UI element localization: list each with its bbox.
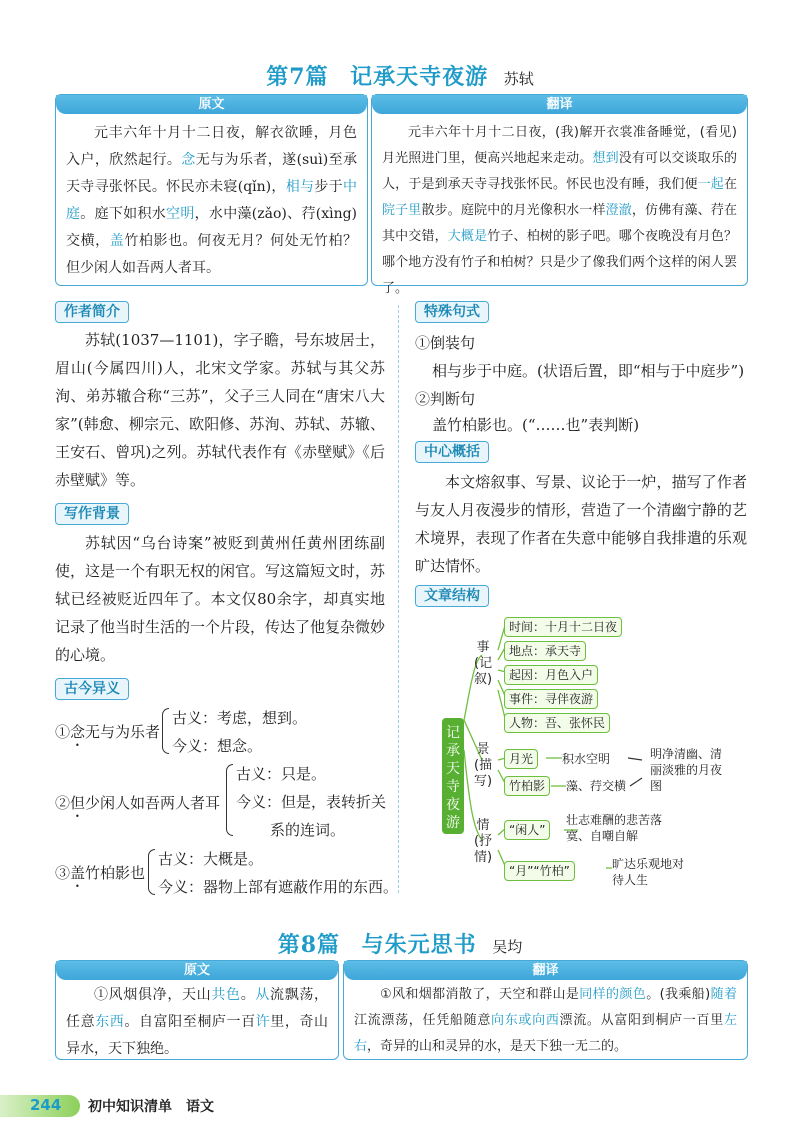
diagram-category-emotion: 情(抒情): [474, 818, 493, 865]
original-header: 原文: [56, 95, 367, 114]
section-8-number: 第8篇: [277, 932, 341, 958]
gujin-3-modern: 今义：器物上部有遮蔽作用的东西。: [158, 878, 399, 896]
page-footer: [0, 1095, 260, 1119]
section-7-author: 苏轼: [503, 70, 534, 88]
column-divider: [398, 305, 399, 893]
book-title: 初中知识清单 语文: [88, 1099, 214, 1115]
diagram-scene-result: 明净清幽、清丽淡雅的月夜图: [650, 747, 723, 793]
tag-article-structure: 文章结构: [415, 585, 489, 607]
special-sentence-1: ①倒装句: [415, 334, 476, 352]
diagram-category-scene: 景(描写): [474, 742, 493, 789]
gujin-item-3: ③盖竹柏影也: [55, 864, 146, 882]
tag-author-intro: 作者简介: [55, 301, 129, 323]
gujin-3-ancient: 古义：大概是。: [158, 850, 264, 868]
brace-1: [162, 708, 169, 754]
writing-background-text: 苏轼因“乌台诗案”被贬到黄州任黄州团练副使，这是一个有职无权的闲官。写这篇短文时，苏轼已经被贬近四年了。本文仅80余字，却真实地记录了他当时生活的一个片段，传达了他复杂微妙的心境。: [55, 534, 386, 664]
diagram-root: 记承天寺夜游: [442, 718, 464, 834]
section-8-author: 吴均: [492, 938, 523, 956]
section-8-heading: 与朱元思书: [361, 932, 477, 958]
author-intro-text: 苏轼(1037—1101)，字子瞻，号东坡居士，眉山(今属四川)人，北宋文学家。苏轼与其父苏洵、弟苏辙合称“三苏”，父子三人同在“唐宋八大家”(韩愈、柳宗元、欧阳修、苏洵、苏轼、苏辙、王安石、曾巩)之列。苏轼代表作有《赤壁赋》《后赤壁赋》等。: [55, 331, 385, 489]
diagram-event-cause: 起因：月色入户: [504, 665, 598, 685]
tag-ancient-modern-meaning: 古今异义: [55, 678, 129, 700]
section-8-title: [0, 928, 800, 959]
brace-3: [148, 849, 155, 895]
diagram-event-time: 时间：十月十二日夜: [504, 617, 622, 637]
diagram-emotion-moon-bamboo-desc: 旷达乐观地对待人生: [612, 857, 685, 887]
diagram-scene-bamboo-desc: 藻、荇交横: [566, 779, 627, 793]
gujin-2-modern-1: 今义：但是，表转折关: [236, 793, 387, 811]
sec8-translation-panel: [343, 960, 748, 1060]
original-text: 元丰六年十月十二日夜，解衣欲睡，月色入户，欣然起行。念无与为乐者，遂(suì)至承天寺寻张怀民。怀民亦未寝(qǐn)，相与步于中庭。庭下如积水空明，水中藻(zǎo)、荇(xìng)交横，盖竹柏影也。何夜无月？何处无竹柏？但少闲人如吾两人者耳。: [66, 125, 358, 276]
gujin-1-modern: 今义：想念。: [172, 737, 263, 755]
sec8-translation-header: 翻译: [344, 961, 747, 980]
diagram-event-place: 地点：承天寺: [504, 641, 586, 661]
section-7-title: [0, 60, 800, 91]
gujin-2-ancient: 古义：只是。: [236, 765, 327, 783]
diagram-event-people: 人物：吾、张怀民: [504, 713, 610, 733]
translation-header: 翻译: [372, 95, 747, 114]
brace-2: [226, 764, 233, 836]
sec8-original-panel: [55, 960, 339, 1060]
page-number: 244: [30, 1096, 62, 1114]
special-sentence-2-example: 盖竹柏影也。(“……也”表判断): [432, 416, 640, 434]
section-7-number: 第7篇: [266, 64, 329, 90]
gujin-item-1: ①念无与为乐者: [55, 723, 161, 741]
tag-writing-background: 写作背景: [55, 503, 129, 525]
diagram-emotion-idle-desc: 壮志难酬的悲苦落寞、自嘲自解: [566, 813, 663, 843]
diagram-category-event: 事(记叙): [474, 640, 493, 687]
central-summary-text: 本文熔叙事、写景、议论于一炉，描写了作者与友人月夜漫步的情形，营造了一个清幽宁静的艺术境界，表现了作者在失意中能够自我排遣的乐观旷达情怀。: [415, 473, 747, 575]
diagram-emotion-moon-bamboo: “月”“竹柏”: [504, 861, 575, 881]
gujin-1-ancient: 古义：考虑，想到。: [172, 709, 308, 727]
diagram-scene-moon: 月光: [504, 749, 538, 769]
sec8-original-text: ①风烟俱净，天山共色。从流飘荡，任意东西。自富阳至桐庐一百许里，奇山异水，天下独绝。: [66, 987, 329, 1057]
sec8-translation-text: ①风和烟都消散了，天空和群山是同样的颜色。(我乘船)随着江流漂荡，任凭船随意向东或向西漂流。从富阳到桐庐一百里左右，奇异的山和灵异的水，是天下独一无二的。: [354, 987, 737, 1054]
diagram-emotion-idle: “闲人”: [504, 820, 550, 840]
original-text-panel: [55, 94, 368, 286]
sec8-original-header: 原文: [56, 961, 338, 980]
special-sentence-1-example: 相与步于中庭。(状语后置，即“相与于中庭步”): [432, 362, 745, 380]
tag-special-sentence: 特殊句式: [415, 301, 489, 323]
translation-panel: [371, 94, 748, 296]
diagram-event-action: 事件：寻伴夜游: [504, 689, 598, 709]
translation-text: 元丰六年十月十二日夜，(我)解开衣裳准备睡觉，(看见)月光照进门里，便高兴地起来走动。想到没有可以交谈取乐的人，于是到承天寺寻找张怀民。怀民也没有睡，我们便一起在院子里散步。庭院中的月光像积水一样澄澈，仿佛有藻、荇在其中交错，大概是竹子、柏树的影子吧。哪个夜晚没有月色？哪个地方没有竹子和柏树？只是少了像我们两个这样的闲人罢了。: [382, 125, 737, 296]
diagram-scene-moon-desc: 积水空明: [562, 752, 611, 766]
tag-central-summary: 中心概括: [415, 441, 489, 463]
special-sentence-2: ②判断句: [415, 390, 476, 408]
gujin-2-modern-2: 系的连词。: [270, 821, 346, 839]
gujin-item-2: ②但少闲人如吾两人者耳: [55, 794, 221, 812]
diagram-scene-bamboo: 竹柏影: [504, 776, 550, 796]
section-7-heading: 记承天寺夜游: [350, 64, 489, 90]
